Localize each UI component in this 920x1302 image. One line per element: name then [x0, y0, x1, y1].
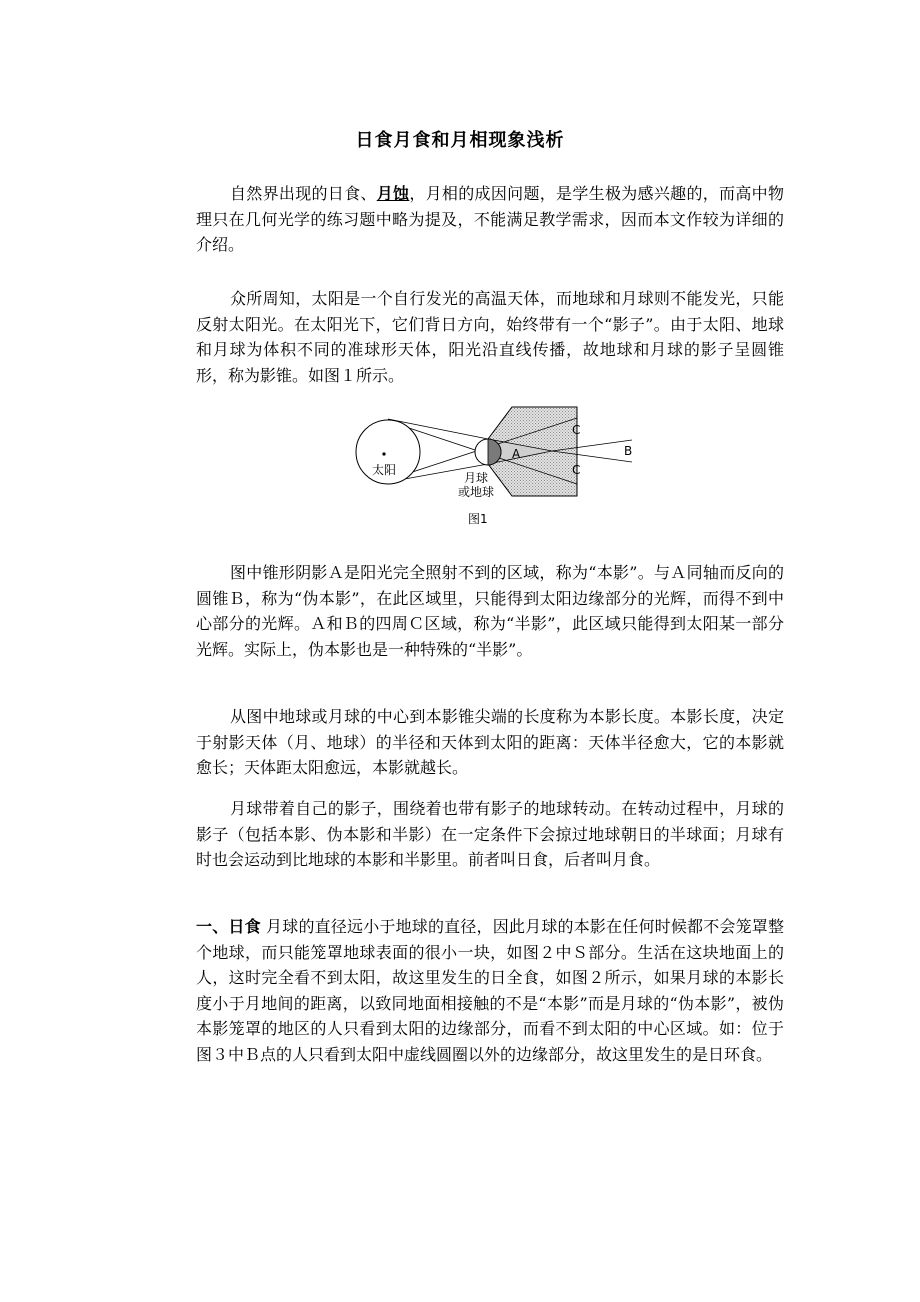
- intro-text-after: ，月相的成因问题，是学生极为感兴趣的，而高中物理只在几何光学的练习题中略为提及，不能满足教学需求，因而本文作较为详细的介绍。: [196, 184, 784, 254]
- section-heading-solar-eclipse: 一、日食: [196, 917, 261, 936]
- body-label-moon: 月球: [464, 471, 489, 485]
- sun-label: 太阳: [372, 463, 397, 477]
- umbra-label-a: A: [512, 447, 521, 461]
- paragraph-shadow-cone: 众所周知，太阳是一个自行发光的高温天体，而地球和月球则不能发光，只能反射太阳光。在太阳光下，它们背日方向，始终带有一个“影子”。由于太阳、地球和月球为体积不同的准球形天体，阳光沿直线传播，故地球和月球的影子呈圆锥形，称为影锥。如图１所示。: [196, 289, 784, 385]
- lunar-eclipse-link[interactable]: 月蚀: [376, 184, 410, 203]
- section-solar-eclipse: [196, 914, 784, 1067]
- body-label-or-earth: 或地球: [458, 485, 495, 499]
- document-title: 日食月食和月相现象浅析: [355, 130, 565, 151]
- paragraph-eclipse-intro: 月球带着自己的影子，围绕着也带有影子的地球转动。在转动过程中，月球的影子（包括本影、伪本影和半影）在一定条件下会掠过地球朝日的半球面；月球有时也会运动到比地球的本影和半影里。前者叫日食，后者叫月食。: [196, 799, 784, 869]
- intro-text-before: 自然界出现的日食、: [230, 184, 377, 203]
- paragraph-umbra-definitions: 图中锥形阴影Ａ是阳光完全照射不到的区域，称为“本影”。与Ａ同轴而反向的圆锥Ｂ，称为“伪本影”，在此区域里，只能得到太阳边缘部分的光辉，而得不到中心部分的光辉。Ａ和Ｂ的四周Ｃ区域，称为“半影”，此区域只能得到太阳某一部分光辉。实际上，伪本影也是一种特殊的“半影”。: [196, 563, 784, 659]
- paragraph-umbra-length: 从图中地球或月球的中心到本影锥尖端的长度称为本影长度。本影长度，决定于射影天体（月、地球）的半径和天体到太阳的距离：天体半径愈大，它的本影就愈长；天体距太阳愈远，本影就越长。: [196, 707, 784, 777]
- antumbra-label-b: B: [624, 444, 633, 458]
- paragraph-intro: [196, 181, 784, 258]
- figure-caption: 图1: [468, 512, 488, 526]
- figure-1-shadow-diagram: [352, 402, 642, 532]
- section-text-solar-eclipse: 月球的直径远小于地球的直径，因此月球的本影在任何时候都不会笼罩整个地球，而只能笼罩地球表面的很小一块，如图２中Ｓ部分。生活在这块地面上的人，这时完全看不到太阳，故这里发生的日全食，如图２所示，如果月球的本影长度小于月地间的距离，以致同地面相接触的不是“本影”而是月球的“伪本影”，被伪本影笼罩的地区的人只看到太阳的边缘部分，而看不到太阳的中心区域。如：位于图３中Ｂ点的人只看到太阳中虚线圆圈以外的边缘部分，故这里发生的是日环食。: [196, 917, 784, 1064]
- sun-center-dot: [382, 452, 385, 455]
- penumbra-label-c-bottom: C: [572, 463, 581, 477]
- penumbra-label-c-top: C: [572, 423, 581, 437]
